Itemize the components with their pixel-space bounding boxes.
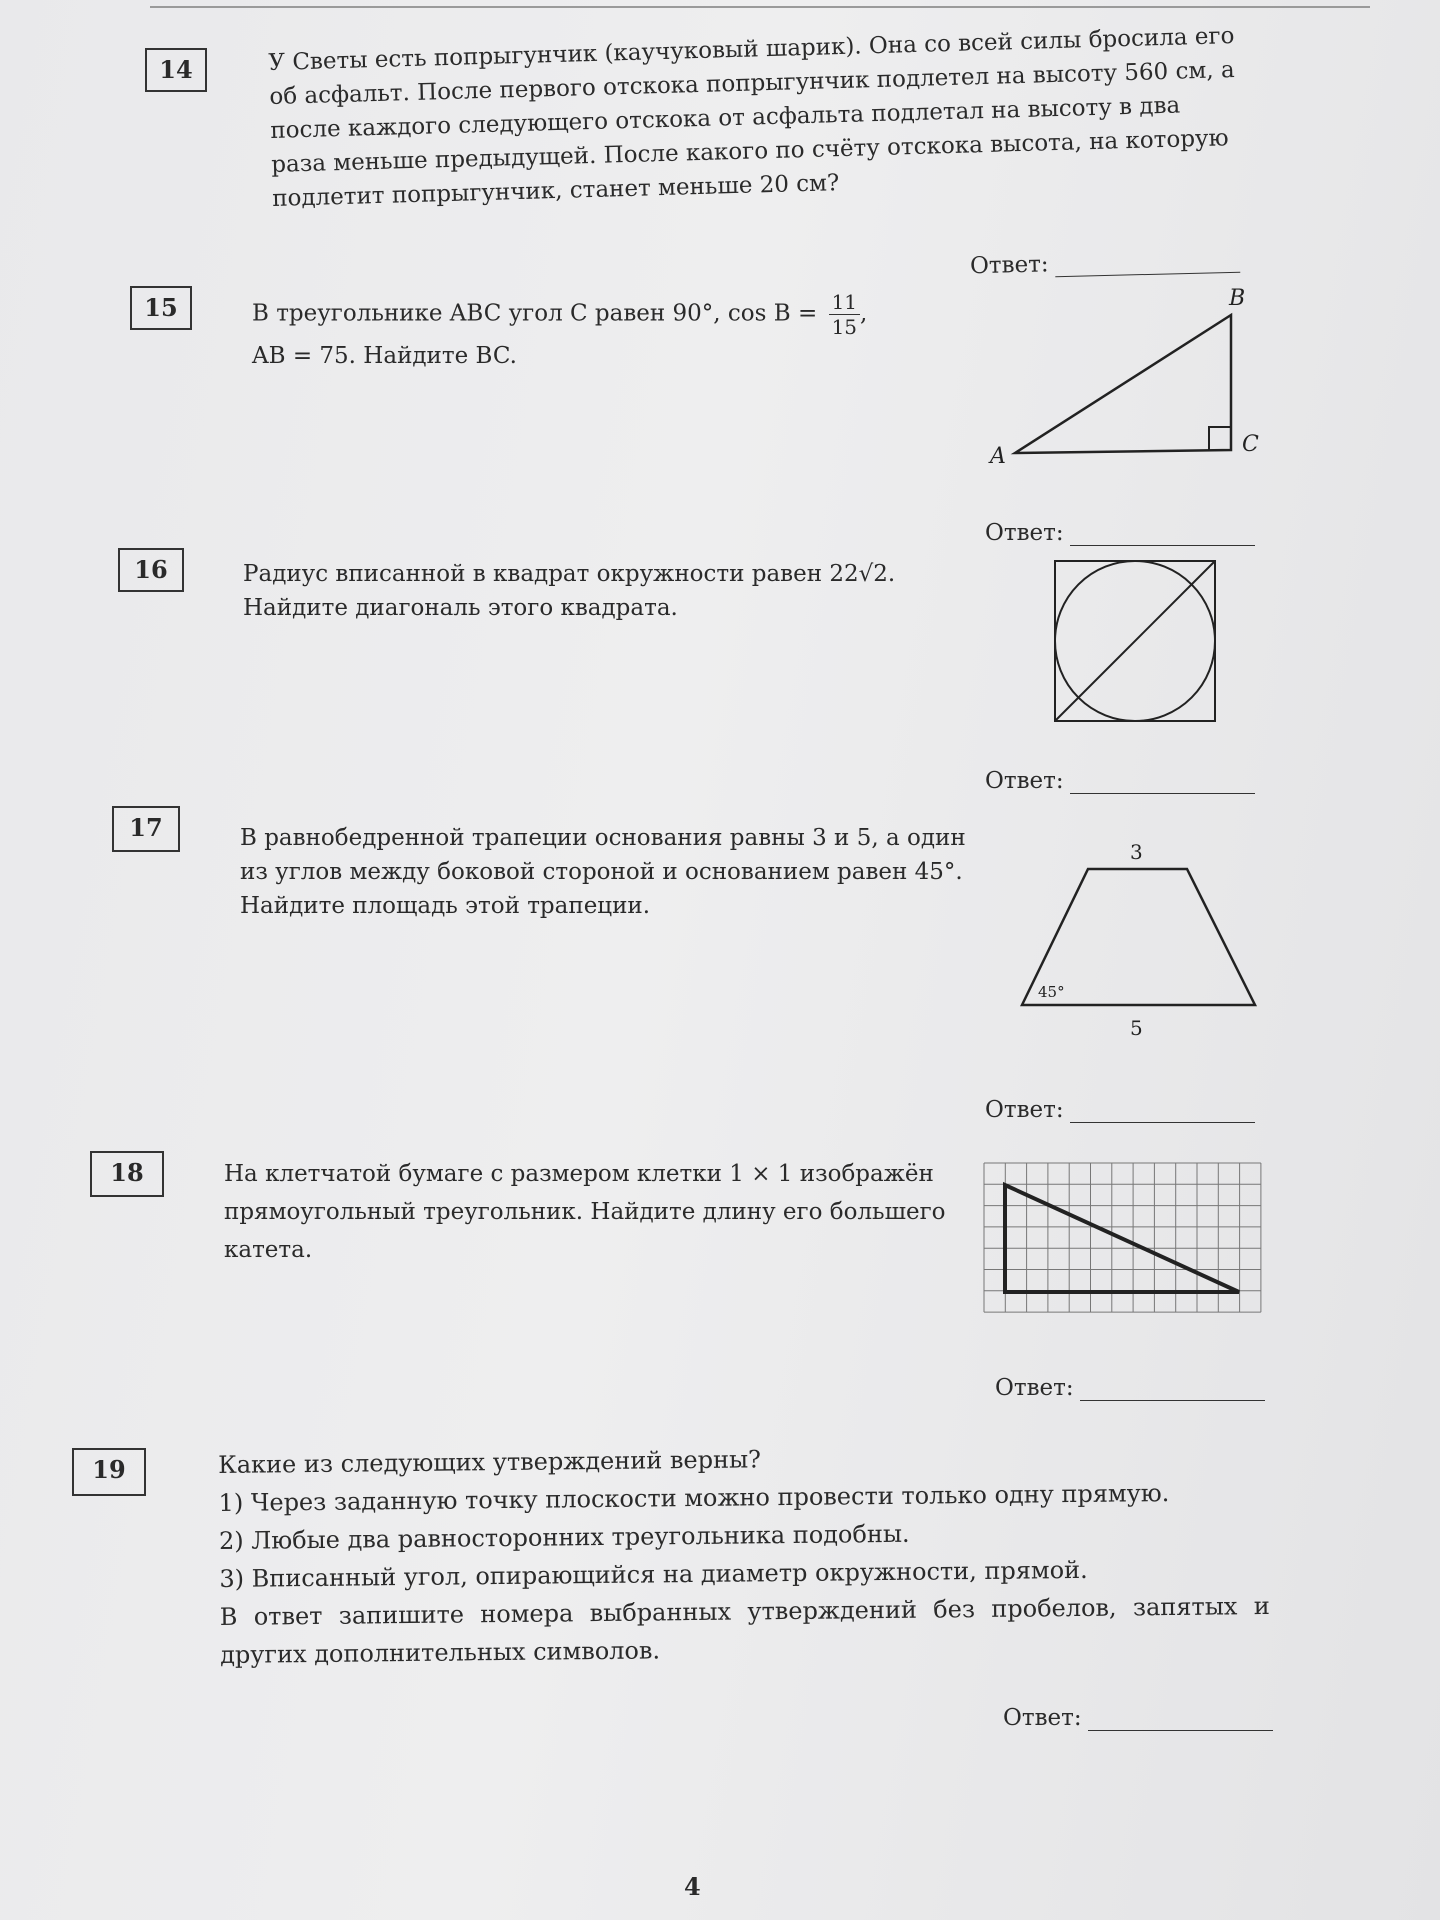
- task-19-instruction: В ответ запишите номера выбранных утверждений без пробелов, запятых и других дополнительных символов.: [219, 1591, 1270, 1669]
- task-17-answer: [985, 1097, 1255, 1123]
- answer-label: Ответ:: [1003, 1705, 1082, 1731]
- task-number-15: 15: [130, 286, 192, 330]
- answer-label: Ответ:: [985, 768, 1064, 794]
- answer-label: Ответ:: [995, 1375, 1074, 1401]
- fraction-numerator: 11: [829, 290, 860, 315]
- answer-line[interactable]: [1080, 1380, 1265, 1401]
- label-angle: 45°: [1038, 983, 1065, 1001]
- task-number-18: 18: [90, 1151, 164, 1197]
- task-14-text: [268, 19, 1242, 216]
- answer-line[interactable]: [1070, 773, 1255, 794]
- task-15-text: [252, 290, 892, 373]
- right-triangle-figure: [980, 285, 1270, 475]
- triangle-abc: [1015, 315, 1231, 453]
- trapezoid-figure: [1010, 835, 1270, 1045]
- task-17-text: [240, 821, 970, 923]
- task-16-body: Радиус вписанной в квадрат окружности равен 22√2. Найдите диагональ этого квадрата.: [243, 561, 896, 621]
- task-19-text: [218, 1435, 1270, 1674]
- answer-line[interactable]: [1070, 1102, 1255, 1123]
- task-15-line1-text: В треугольнике ABC угол C равен 90°, cos B =: [252, 300, 818, 327]
- task-17-body: В равнобедренной трапеции основания равны 3 и 5, а один из углов между боковой стороной и основанием равен 45°. Найдите площадь этой трапеции.: [240, 825, 966, 919]
- label-c: C: [1242, 432, 1259, 457]
- task-14-body: У Светы есть попрыгунчик (каучуковый шарик). Она со всей силы бросила его об асфальт. После первого отскока попрыгунчик подлетел на высоту 560 см, а после каждого следующего отскока от асфальта подлетал на высоту в два раза меньше предыдущей. После какого по счёту отскока высота, на которую подлетит попрыгунчик, станет меньше 20 см?: [268, 23, 1235, 212]
- inscribed-circle-figure: [1050, 556, 1220, 726]
- task-19-question: Какие из следующих утверждений верны?: [218, 1445, 762, 1479]
- task-18-answer: [995, 1375, 1265, 1401]
- task-18-body: На клетчатой бумаге с размером клетки 1 × 1 изображён прямоугольный треугольник. Найдите длину его большего катета.: [224, 1161, 946, 1263]
- task-15-line2: AB = 75. Найдите BC.: [252, 343, 517, 369]
- task-16-answer: [985, 768, 1255, 794]
- grid-triangle-figure: [980, 1158, 1265, 1323]
- task-14-answer: [970, 247, 1240, 280]
- task-number-16: 16: [118, 548, 184, 592]
- answer-label: Ответ:: [969, 251, 1049, 280]
- task-15-line1: В треугольнике ABC угол C равен 90°, cos B = $\frac{11}{15}$ ,: [252, 290, 868, 339]
- task-19-answer: [1003, 1705, 1273, 1731]
- grid-triangle: [1005, 1185, 1239, 1292]
- header-rule: [150, 0, 1370, 8]
- label-a: A: [990, 444, 1006, 469]
- answer-line[interactable]: [1088, 1710, 1273, 1731]
- fraction: [829, 290, 860, 339]
- option-3: 3) Вписанный угол, опирающийся на диаметр окружности, прямой.: [219, 1555, 1088, 1593]
- option-2: 2) Любые два равносторонних треугольника подобны.: [218, 1519, 910, 1555]
- task-16-text: [243, 557, 973, 625]
- page-number: 4: [684, 1872, 701, 1901]
- answer-line[interactable]: [1070, 525, 1255, 546]
- task-15-answer: [985, 520, 1255, 546]
- answer-label: Ответ:: [985, 520, 1064, 546]
- answer-label: Ответ:: [985, 1097, 1064, 1123]
- answer-line[interactable]: [1054, 252, 1239, 278]
- label-b: B: [1229, 286, 1246, 311]
- option-1: 1) Через заданную точку плоскости можно провести только одну прямую.: [218, 1479, 1170, 1517]
- task-18-text: [224, 1155, 974, 1269]
- task-19-options: [218, 1473, 1269, 1598]
- fraction-denominator: 15: [831, 315, 858, 339]
- label-top-base: 3: [1130, 840, 1143, 864]
- task-number-14: 14: [145, 48, 207, 92]
- label-bottom-base: 5: [1130, 1016, 1143, 1040]
- task-number-19: 19: [72, 1448, 146, 1496]
- right-angle-mark: [1209, 427, 1231, 450]
- task-number-17: 17: [112, 806, 180, 852]
